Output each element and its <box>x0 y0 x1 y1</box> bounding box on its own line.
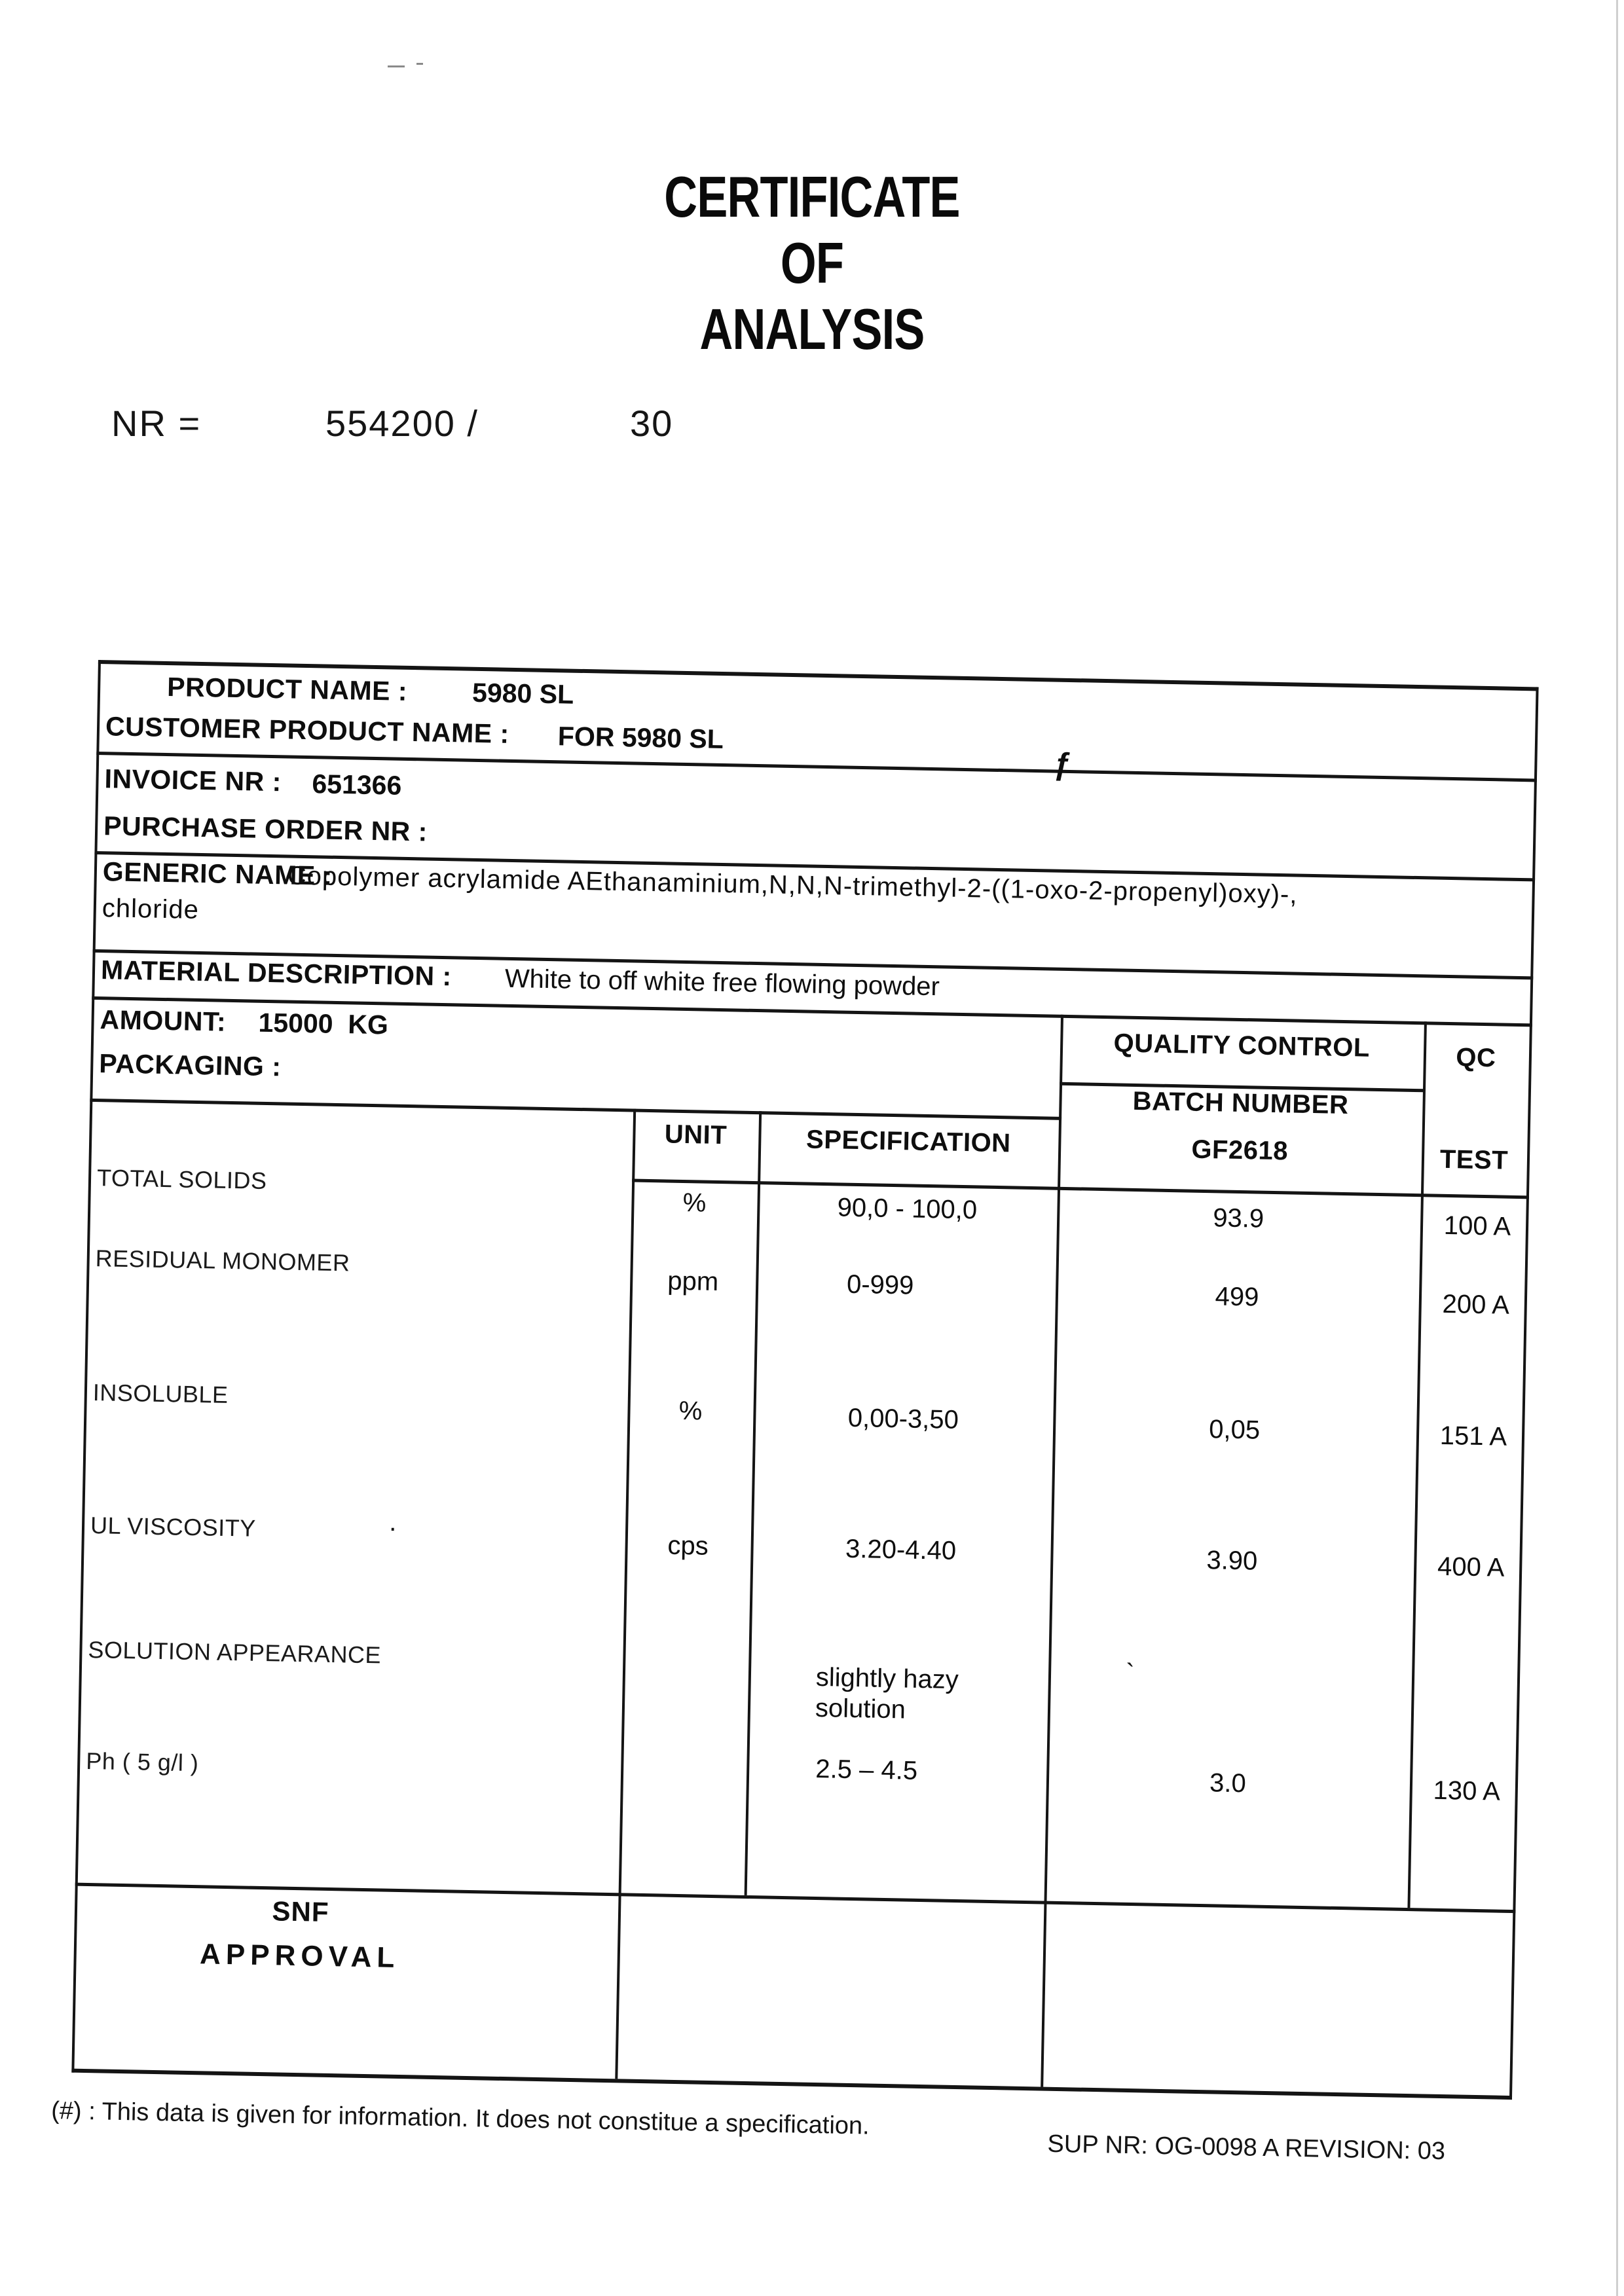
unit-column-header: UNIT <box>664 1120 728 1150</box>
result-name: Ph ( 5 g/l ) <box>85 1747 199 1777</box>
footer-note: (#) : This data is given for information. It does not constitue a specification. <box>50 2097 870 2140</box>
purchase-order-label: PURCHASE ORDER NR : <box>103 811 428 847</box>
result-batch-value: 93.9 <box>1212 1203 1264 1233</box>
table-border <box>1509 687 1539 2100</box>
nr-suffix: 30 <box>630 403 674 444</box>
scan-speck <box>416 63 423 65</box>
table-border <box>71 2069 1512 2100</box>
result-specification: 3.20-4.40 <box>845 1534 957 1565</box>
result-specification: 0-999 <box>846 1269 914 1300</box>
result-name: SOLUTION APPEARANCE <box>88 1635 382 1669</box>
generic-name-value-line2: chloride <box>101 894 200 924</box>
invoice-nr-value: 651366 <box>312 769 402 801</box>
result-name: RESIDUAL MONOMER <box>95 1245 350 1277</box>
product-name-value: 5980 SL <box>471 677 574 710</box>
result-unit: % <box>682 1188 707 1218</box>
table-border <box>745 1111 762 1895</box>
table-border <box>615 1109 636 2079</box>
document-title <box>0 164 1624 362</box>
result-qc-test: 400 A <box>1437 1552 1505 1582</box>
approval-company: SNF <box>272 1895 329 1927</box>
specification-column-header: SPECIFICATION <box>805 1125 1011 1158</box>
result-specification: 0,00-3,50 <box>847 1403 959 1434</box>
result-qc-test: 200 A <box>1442 1289 1510 1320</box>
batch-number-value: GF2618 <box>1191 1135 1289 1166</box>
result-specification: 90,0 - 100,0 <box>837 1193 978 1225</box>
test-header: TEST <box>1439 1144 1509 1175</box>
result-unit: ppm <box>667 1266 719 1297</box>
amount-label: AMOUNT: <box>100 1004 227 1037</box>
pen-squiggle: ƒ <box>1053 746 1072 782</box>
certificate-table <box>50 660 1539 2186</box>
generic-name-value: Copolymer acrylamide AEthanaminium,N,N,N-trimethyl-2-((1-oxo-2-propenyl)oxy)-, <box>287 861 1298 909</box>
result-name: INSOLUBLE <box>92 1379 229 1408</box>
title-line-2: OF <box>780 230 844 295</box>
generic-name-label: GENERIC NAME : <box>102 856 333 891</box>
table-border <box>90 1099 1061 1120</box>
batch-number-label: BATCH NUMBER <box>1132 1086 1349 1120</box>
material-description-value: White to off white free flowing powder <box>504 964 940 1002</box>
nr-number: 554200 / <box>325 403 479 444</box>
customer-product-name-label: CUSTOMER PRODUCT NAME : <box>105 711 510 749</box>
title-line-1: CERTIFICATE <box>664 164 960 229</box>
footer-sup-nr: SUP NR: OG-0098 A REVISION: 03 <box>1047 2130 1446 2166</box>
table-border <box>632 1179 1529 1199</box>
result-batch-value: 3.0 <box>1209 1768 1247 1798</box>
result-name: TOTAL SOLIDS <box>96 1164 267 1194</box>
table-border <box>1407 1021 1427 1908</box>
quality-control-header: QUALITY CONTROL <box>1113 1029 1371 1063</box>
table-border <box>71 660 101 2073</box>
scan-edge-streak <box>1616 0 1618 2296</box>
qc-header: QC <box>1456 1043 1496 1073</box>
result-batch-value: 499 <box>1215 1282 1259 1312</box>
amount-value: 15000 KG <box>258 1007 389 1040</box>
result-specification-line2: solution <box>815 1693 906 1724</box>
customer-product-name-value: FOR 5980 SL <box>557 721 724 755</box>
result-unit: % <box>678 1396 703 1426</box>
result-name: UL VISCOSITY <box>90 1512 257 1542</box>
result-qc-test: 100 A <box>1443 1211 1511 1241</box>
material-description-label: MATERIAL DESCRIPTION : <box>100 955 452 992</box>
result-unit: cps <box>667 1531 709 1561</box>
result-qc-test: 151 A <box>1439 1421 1507 1451</box>
result-qc-test: 130 A <box>1433 1776 1501 1806</box>
result-batch-value: 0,05 <box>1208 1415 1261 1445</box>
scan-dot: · <box>388 1513 397 1542</box>
packaging-label: PACKAGING : <box>98 1048 282 1082</box>
product-name-label: PRODUCT NAME : <box>166 671 408 706</box>
result-batch-value: 3.90 <box>1206 1546 1258 1576</box>
scan-speck <box>388 65 405 67</box>
table-border <box>1041 1015 1063 2087</box>
nr-label: NR = <box>111 403 202 444</box>
result-specification: slightly hazy <box>815 1662 959 1695</box>
result-specification: 2.5 – 4.5 <box>815 1754 918 1785</box>
scan-tick: ` <box>1125 1658 1135 1688</box>
approval-label: APPROVAL <box>199 1938 400 1975</box>
title-line-3: ANALYSIS <box>699 297 925 361</box>
invoice-nr-label: INVOICE NR : <box>104 763 282 797</box>
